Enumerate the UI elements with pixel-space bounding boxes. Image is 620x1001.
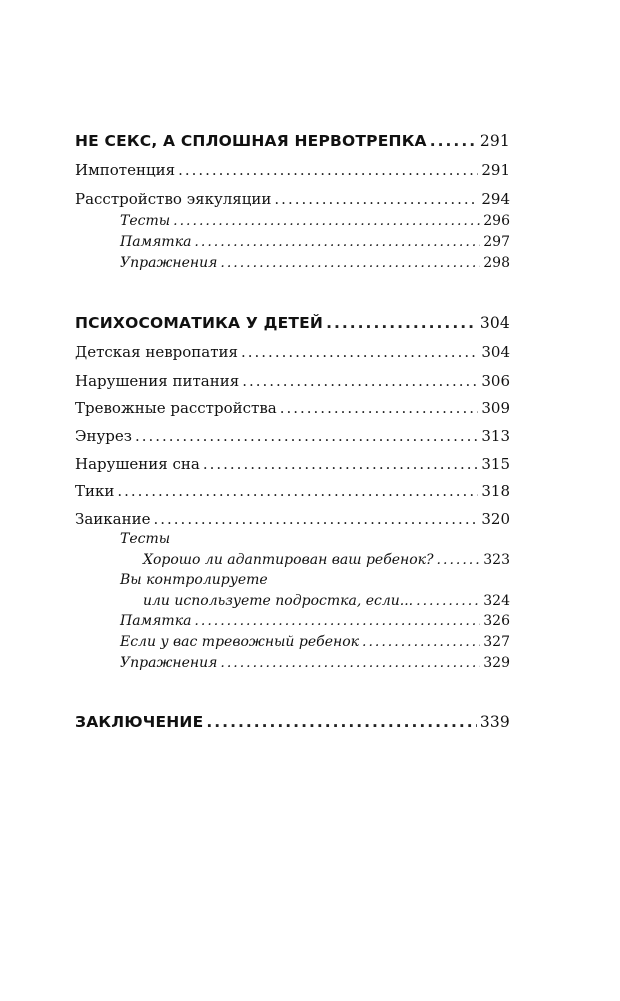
toc-page-number: 291 — [481, 161, 510, 179]
dot-leader — [242, 368, 478, 394]
toc-entry-title: или используете подростка, если... — [143, 593, 414, 609]
toc-entry-title: Энурез — [75, 427, 132, 445]
dot-leader — [220, 650, 480, 676]
toc-entry[interactable] — [75, 451, 510, 477]
toc-page-number: 296 — [483, 213, 510, 229]
toc-entry[interactable] — [75, 368, 510, 394]
toc-entry[interactable] — [75, 339, 510, 365]
toc-section-heading[interactable] — [75, 128, 510, 154]
toc-entry-title: Хорошо ли адаптирован ваш ребенок? — [143, 552, 434, 568]
dot-leader — [430, 128, 477, 154]
toc-entry-title: Упражнения — [120, 255, 218, 271]
toc-entry-title: Памятка — [120, 234, 192, 250]
toc-page-number: 304 — [481, 343, 510, 361]
toc-page-number: 297 — [483, 234, 510, 250]
toc-subentry-label: Тесты — [120, 531, 171, 547]
toc-entry[interactable] — [75, 423, 510, 449]
dot-leader — [280, 395, 479, 421]
toc-page-number: 304 — [479, 314, 510, 332]
toc-entry-title: Памятка — [120, 613, 192, 629]
toc-page-number: 339 — [479, 713, 510, 731]
toc-entry[interactable] — [75, 157, 510, 183]
toc-entry-title: Тесты — [120, 213, 171, 229]
dot-leader — [153, 506, 478, 532]
dot-leader — [178, 157, 478, 183]
toc-page-number: 315 — [481, 455, 510, 473]
toc-page-number: 320 — [481, 510, 510, 528]
toc-subentry-label: Вы контролируете — [120, 572, 268, 588]
toc-page-number: 318 — [481, 482, 510, 500]
toc-page-number: 298 — [483, 255, 510, 271]
dot-leader — [203, 451, 479, 477]
dot-leader — [437, 547, 481, 573]
dot-leader — [220, 250, 480, 276]
dot-leader — [326, 310, 477, 336]
toc-entry-title: Детская невропатия — [75, 343, 238, 361]
toc-entry-title: Заикание — [75, 510, 151, 528]
toc-page-number: 309 — [481, 399, 510, 417]
toc-section-heading[interactable] — [75, 310, 510, 336]
dot-leader — [241, 339, 478, 365]
toc-entry-title: Если у вас тревожный ребенок — [120, 634, 359, 650]
toc-entry-title: Нарушения питания — [75, 372, 240, 390]
toc-entry-title: Расстройство эякуляции — [75, 190, 272, 208]
toc-page-number: 324 — [483, 593, 510, 609]
toc-entry-title: Импотенция — [75, 161, 176, 179]
toc-page-number: 326 — [483, 613, 510, 629]
toc-page-number: 313 — [481, 427, 510, 445]
toc-entry-title: ЗАКЛЮЧЕНИЕ — [75, 713, 204, 731]
toc-page-number: 294 — [481, 190, 510, 208]
dot-leader — [135, 423, 478, 449]
toc-subentry[interactable] — [120, 250, 510, 276]
toc-entry[interactable] — [75, 395, 510, 421]
toc-subentry[interactable] — [120, 650, 510, 676]
toc-page-number: 291 — [479, 132, 510, 150]
toc-entry-title: Нарушения сна — [75, 455, 200, 473]
toc-entry-title: НЕ СЕКС, А СПЛОШНАЯ НЕРВОТРЕПКА — [75, 132, 427, 150]
toc-page-number: 329 — [483, 655, 510, 671]
toc-page-number: 323 — [483, 552, 510, 568]
toc-entry-title: Тики — [75, 482, 115, 500]
dot-leader — [206, 709, 476, 735]
toc-page-number: 306 — [481, 372, 510, 390]
toc-entry-title: Упражнения — [120, 655, 218, 671]
dot-leader — [117, 478, 478, 504]
toc-page-number: 327 — [483, 634, 510, 650]
toc-entry-title: Тревожные расстройства — [75, 399, 277, 417]
toc-section-heading[interactable] — [75, 709, 510, 735]
toc-entry-title: ПСИХОСОМАТИКА У ДЕТЕЙ — [75, 314, 324, 332]
toc-entry[interactable] — [75, 478, 510, 504]
